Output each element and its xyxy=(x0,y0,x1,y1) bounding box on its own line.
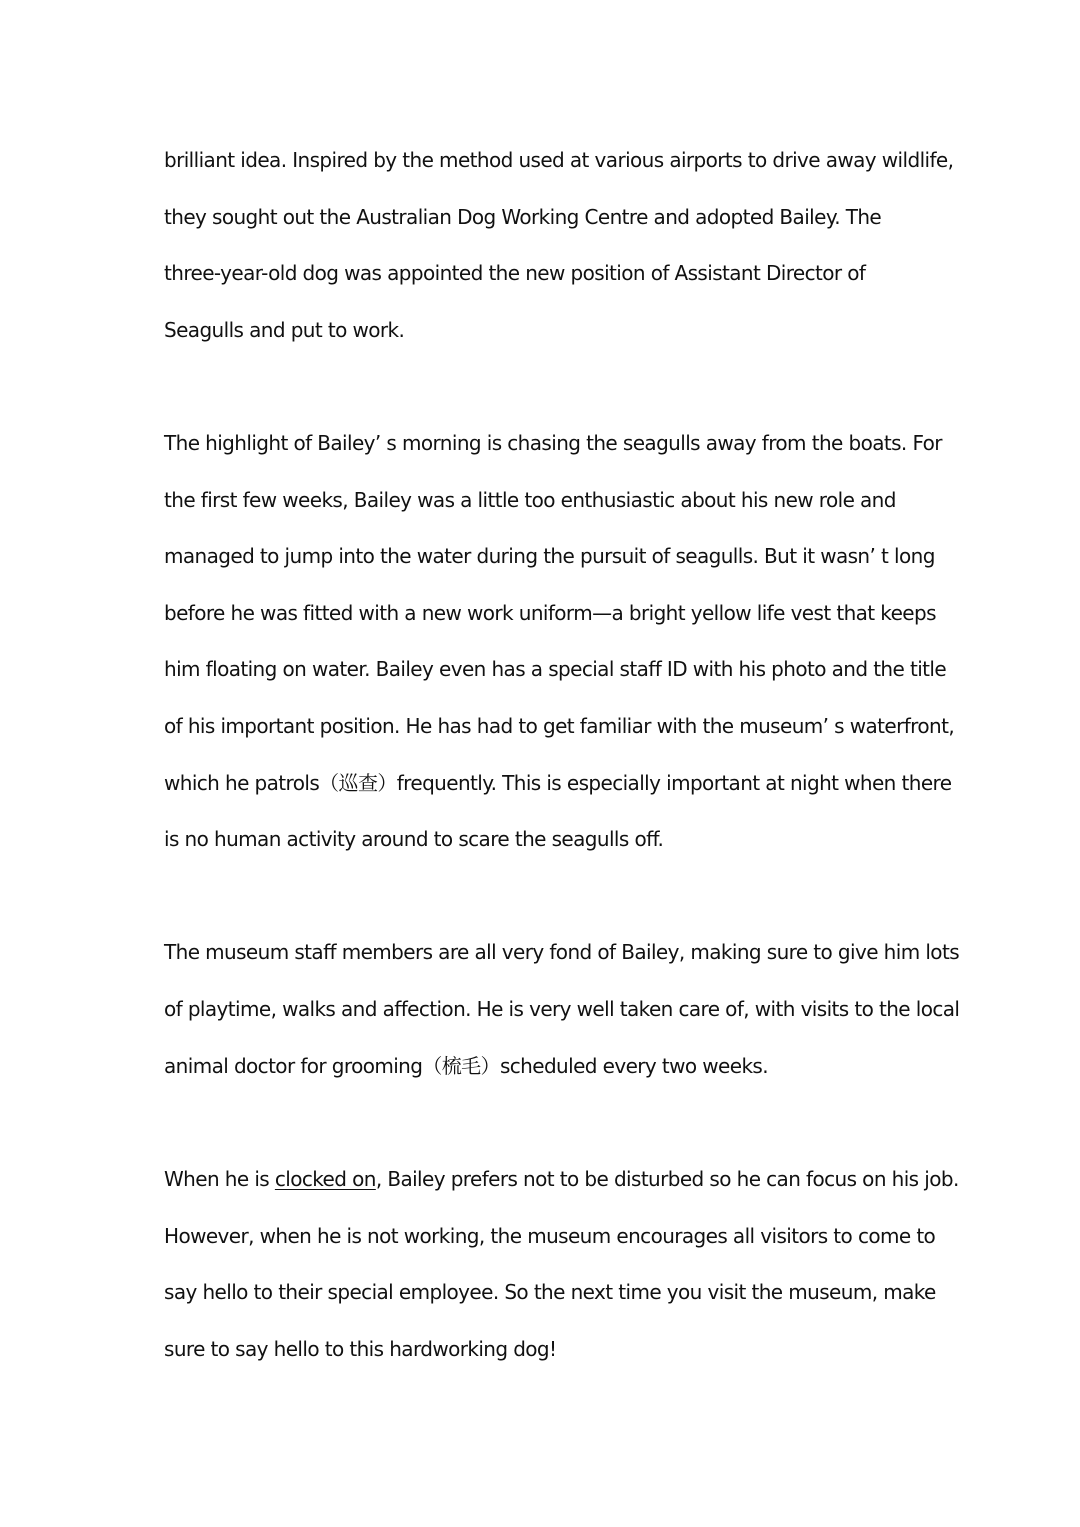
paragraph-2-line-8: is no human activity around to scare the seagulls off. xyxy=(164,827,664,851)
paragraph-4-text-after: , Bailey prefers not to be disturbed so he can focus on his job. xyxy=(375,1167,959,1191)
paragraph-2-line-7: which he patrols（巡查）frequently. This is especially important at night when there xyxy=(164,771,952,795)
paragraph-4-line-1 xyxy=(164,1165,959,1193)
paragraph-2-line-6: of his important position. He has had to get familiar with the museum’ s waterfront, xyxy=(164,714,955,738)
paragraph-2-line-1: The highlight of Bailey’ s morning is chasing the seagulls away from the boats. For xyxy=(164,431,942,455)
paragraph-1-line-3: three-year-old dog was appointed the new position of Assistant Director of xyxy=(164,261,866,285)
paragraph-4-text-before: When he is xyxy=(164,1167,275,1191)
paragraph-2-line-4: before he was fitted with a new work uniform—a bright yellow life vest that keeps xyxy=(164,601,936,625)
paragraph-1-line-2: they sought out the Australian Dog Working Centre and adopted Bailey. The xyxy=(164,205,882,229)
paragraph-4-line-3: say hello to their special employee. So the next time you visit the museum, make xyxy=(164,1280,936,1304)
paragraph-2-line-2: the first few weeks, Bailey was a little too enthusiastic about his new role and xyxy=(164,488,896,512)
paragraph-4-line-2: However, when he is not working, the museum encourages all visitors to come to xyxy=(164,1224,936,1248)
paragraph-2-line-5: him floating on water. Bailey even has a special staff ID with his photo and the title xyxy=(164,657,947,681)
paragraph-4-line-4: sure to say hello to this hardworking dog! xyxy=(164,1337,557,1361)
paragraph-3-line-3: animal doctor for grooming（梳毛）scheduled every two weeks. xyxy=(164,1054,769,1078)
paragraph-1-line-1: brilliant idea. Inspired by the method used at various airports to drive away wildlife, xyxy=(164,148,954,172)
paragraph-2-line-3: managed to jump into the water during the pursuit of seagulls. But it wasn’ t long xyxy=(164,544,935,568)
paragraph-3-line-2: of playtime, walks and affection. He is very well taken care of, with visits to the local xyxy=(164,997,960,1021)
underlined-phrase: clocked on xyxy=(274,1167,376,1191)
paragraph-3-line-1: The museum staff members are all very fond of Bailey, making sure to give him lots xyxy=(164,940,960,964)
paragraph-1-line-4: Seagulls and put to work. xyxy=(164,318,405,342)
